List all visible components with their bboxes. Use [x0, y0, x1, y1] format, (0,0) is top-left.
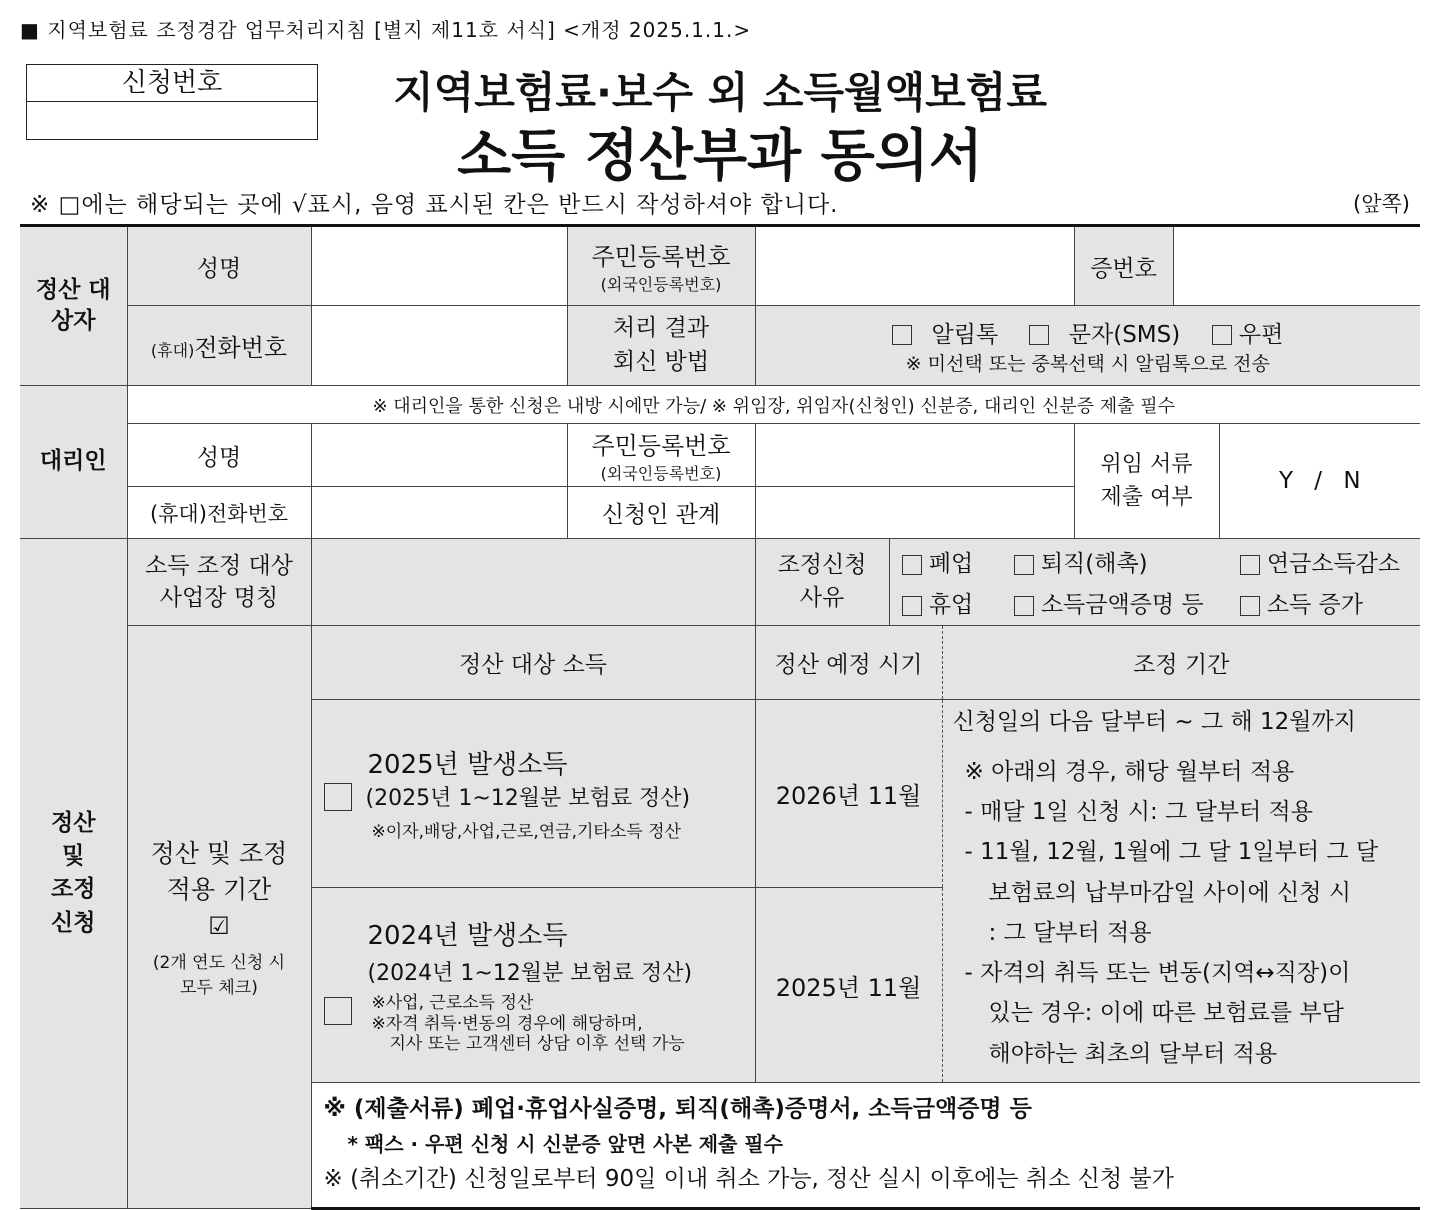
- application-number-label: 신청번호: [27, 65, 317, 102]
- col-period-header: 조정 기간: [942, 626, 1420, 700]
- reply-method-options: [755, 306, 1420, 386]
- income-2024-title: 2024년 발생소득: [367, 921, 568, 952]
- income-2025-timing: 2026년 11월: [755, 700, 942, 888]
- delegation-label: 위임 서류 제출 여부: [1074, 424, 1219, 539]
- front-side-label: (앞쪽): [1353, 192, 1410, 216]
- sms-checkbox[interactable]: [1029, 325, 1049, 345]
- instruction-notice: ※ □에는 해당되는 곳에 √표시, 음영 표시된 칸은 반드시 작성하셔야 합니다.: [30, 192, 839, 218]
- income-2024-note-1: ※사업, 근로소득 정산: [371, 993, 534, 1014]
- reply-method-note: ※ 미선택 또는 중복선택 시 알림톡으로 전송: [905, 352, 1270, 375]
- agent-section-header: 대리인: [20, 386, 127, 539]
- income-2024-note-3: 지사 또는 고객센터 상담 이후 선택 가능: [389, 1034, 685, 1055]
- application-number-box: [26, 64, 318, 140]
- title-line-1: 지역보험료·보수 외 소득월액보험료: [393, 68, 1047, 117]
- period-label-cell: 정산 및 조정 적용 기간 ☑ (2개 연도 신청 시 모두 체크): [127, 626, 311, 1209]
- income-2025-cell: [311, 700, 755, 888]
- income-2024-note-2: ※자격 취득·변동의 경우에 해당하며,: [371, 1013, 643, 1034]
- delegation-yn-field[interactable]: Y / N: [1219, 424, 1420, 539]
- subject-name-label: 성명: [127, 226, 311, 306]
- income-2025-sub: (2025년 1~12월분 보험료 정산): [365, 786, 691, 812]
- income-cert-checkbox[interactable]: [1014, 596, 1034, 616]
- subject-rrn-field[interactable]: [755, 226, 1074, 306]
- closure-checkbox[interactable]: [902, 555, 922, 575]
- subject-phone-label: (휴대)전화번호: [127, 306, 311, 386]
- agent-note: ※ 대리인을 통한 신청은 내방 시에만 가능/ ※ 위임장, 위임자(신청인) 신분증, 대리인 신분증 제출 필수: [127, 386, 1420, 424]
- cancel-note: ※ (취소기간) 신청일로부터 90일 이내 취소 가능, 정산 실시 이후에는 취소 신청 불가: [323, 1165, 1174, 1192]
- subject-section-header: 정산 대상자: [20, 226, 127, 386]
- mail-checkbox[interactable]: [1212, 325, 1232, 345]
- retire-checkbox[interactable]: [1014, 555, 1034, 575]
- sms-label: 문자(SMS): [1068, 321, 1181, 348]
- documents-note: ※ (제출서류) 폐업·휴업사실증명, 퇴직(해촉)증명서, 소득금액증명 등: [323, 1095, 1032, 1122]
- income-2024-cell: [311, 888, 755, 1083]
- workplace-label: 소득 조정 대상 사업장 명칭: [127, 539, 311, 626]
- agent-rrn-field[interactable]: [755, 424, 1074, 487]
- application-number-field[interactable]: [27, 102, 317, 138]
- col-timing-header: 정산 예정 시기: [755, 626, 942, 700]
- fax-note: * 팩스 · 우편 신청 시 신분증 앞면 사본 제출 필수: [347, 1131, 783, 1156]
- income-cert-label: 소득금액증명 등: [1040, 592, 1204, 618]
- subject-rrn-label: 주민등록번호 (외국인등록번호): [567, 226, 755, 306]
- reply-method-label: 처리 결과 회신 방법: [567, 306, 755, 386]
- income-2024-timing: 2025년 11월: [755, 888, 942, 1083]
- subject-cert-no-label: 증번호: [1074, 226, 1173, 306]
- suspend-checkbox[interactable]: [902, 596, 922, 616]
- agent-relation-field[interactable]: [755, 487, 1074, 539]
- period-checkbox[interactable]: ☑: [208, 912, 230, 941]
- subject-name-field[interactable]: [311, 226, 567, 306]
- adjust-period-cell: 신청일의 다음 달부터 ~ 그 해 12월까지 ※ 아래의 경우, 해당 월부터 적용 - 매달 1일 신청 시: 그 달부터 적용 - 11월, 12월, 1월에 그 달 1일부터 그 달 보험료의 납부마감일 사이에 신청 시 : 그 달부터 적용 - 자격의 취득 또는 변동(지역↔직장)이 있는 경우: 이에 따른 보험료를 부담 해야하는 최초의 달부터 적용: [942, 700, 1420, 1083]
- title-line-2: 소득 정산부과 동의서: [457, 124, 983, 189]
- income-2024-sub: (2024년 1~12월분 보험료 정산): [367, 961, 693, 987]
- pension-decrease-checkbox[interactable]: [1240, 555, 1260, 575]
- bottom-notes: [311, 1082, 1420, 1208]
- agent-phone-field[interactable]: [311, 487, 567, 539]
- pension-decrease-label: 연금소득감소: [1266, 551, 1401, 577]
- agent-rrn-label: 주민등록번호 (외국인등록번호): [567, 424, 755, 487]
- income-increase-checkbox[interactable]: [1240, 596, 1260, 616]
- income-2025-title: 2025년 발생소득: [367, 750, 568, 781]
- form-header: ■ 지역보험료 조정경감 업무처리지침 [별지 제11호 서식] <개정 2025.1.1.>: [20, 18, 752, 42]
- subject-phone-field[interactable]: [311, 306, 567, 386]
- agent-phone-label: (휴대)전화번호: [127, 487, 311, 539]
- reason-options: [889, 539, 1420, 626]
- income-2024-checkbox[interactable]: [324, 997, 352, 1025]
- workplace-field[interactable]: [311, 539, 755, 626]
- agent-name-label: 성명: [127, 424, 311, 487]
- income-2025-checkbox[interactable]: [324, 783, 352, 811]
- retire-label: 퇴직(해촉): [1040, 551, 1148, 577]
- col-income-header: 정산 대상 소득: [311, 626, 755, 700]
- income-increase-label: 소득 증가: [1266, 592, 1363, 618]
- subject-cert-no-field[interactable]: [1173, 226, 1420, 306]
- income-2025-note: ※이자,배당,사업,근로,연금,기타소득 정산: [371, 822, 681, 843]
- agent-relation-label: 신청인 관계: [567, 487, 755, 539]
- closure-label: 폐업: [928, 551, 974, 577]
- agent-name-field[interactable]: [311, 424, 567, 487]
- alimtalk-checkbox[interactable]: [892, 325, 912, 345]
- consent-form-table: [20, 224, 1420, 1210]
- alimtalk-label: 알림톡: [931, 321, 999, 348]
- mail-label: 우편: [1238, 321, 1284, 348]
- adjust-section-header: 정산 및 조정 신청: [20, 539, 127, 1209]
- suspend-label: 휴업: [928, 592, 974, 618]
- reason-label: 조정신청 사유: [755, 539, 889, 626]
